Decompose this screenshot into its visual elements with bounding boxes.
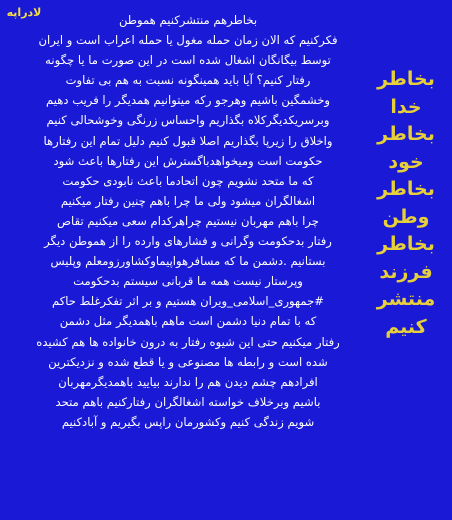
body-line: وبرسریکدیگرکلاه بگذاریم واحساس زرنگی وخوشحالی کنیم: [46, 113, 330, 128]
side-word: بخاطر: [377, 123, 435, 145]
body-line: چرا باهم مهربان نیستیم چراهرکدام سعی میکنیم تقاص: [57, 213, 319, 228]
body-line: رفتار بدحکومت وگرانی و فشارهای وارده را از هموطن دیگر: [44, 234, 332, 249]
body-line: توسط بیگانگان اشغال شده است در این صورت ما یا چگونه: [45, 53, 331, 68]
body-line: واخلاق را زیرپا بگذاریم اصلا قبول کنیم دلیل تمام این رفتارها: [43, 133, 333, 148]
body-line: اشغالگران میشود ولی ما چرا باهم چنین رفتار میکنیم: [60, 193, 316, 208]
side-word: بخاطر: [377, 68, 435, 90]
side-word: بخاطر: [377, 233, 435, 255]
body-line: #جمهوری_اسلامی_ویران هستیم و بر اثر تفکرغلط حاکم: [52, 294, 324, 309]
side-word: خود: [388, 150, 424, 173]
body-line: شویم زندگی کنیم وکشورمان راپس بگیریم و آبادکنیم: [61, 414, 315, 429]
body-line: رفتار میکنیم حتی این شیوه رفتار به درون خانواده ها هم کشیده: [36, 334, 340, 349]
body-line: بخاطرهم منتشرکنیم هموطن: [118, 13, 258, 27]
logo: لادراپه: [4, 4, 44, 22]
body-line: وپرستار نیست همه ما قربانی سیستم بدحکومت: [73, 274, 303, 289]
side-slogan: [366, 66, 446, 341]
body-line: وخشمگین باشیم وهرجو رکه میتوانیم همدیگر را فریب دهیم: [46, 93, 330, 108]
body-line: افرادهم چشم دیدن هم را ندارند بیایید باهمدیگرمهربان: [58, 374, 318, 389]
body-line: فکرکنیم که الان زمان حمله مغول یا حمله اعراب است و ایران: [38, 33, 338, 48]
message-body: [18, 10, 358, 432]
side-word: وطن: [382, 205, 430, 228]
side-word: کنیم: [385, 315, 427, 338]
side-word: فرزند: [379, 260, 433, 283]
body-line: حکومت است ومیخواهدباگسترش این رفتارها باعث شود: [53, 153, 323, 168]
body-line: که با تمام دنیا دشمن است ماهم باهمدیگر مثل دشمن: [59, 314, 317, 329]
body-line: که ما متحد نشویم چون اتحادما باعث نابودی حکومت: [62, 173, 314, 188]
body-line: شده است و رابطه ها مصنوعی و یا قطع شده و نزدیکترین: [48, 354, 328, 369]
body-line: رفتار کنیم؟ آیا باید همینگونه نسبت به هم بی تفاوت: [65, 73, 311, 88]
body-line: باشیم وبرخلاف خواسته اشغالگران رفتارکنیم باهم متحد: [55, 394, 321, 409]
body-line: بستانیم .دشمن ما که مسافرهواپیماوکشاورزومعلم وپلیس: [50, 254, 326, 269]
side-word: منتشر: [376, 288, 436, 310]
side-word: خدا: [390, 95, 422, 118]
side-word: بخاطر: [377, 178, 435, 200]
